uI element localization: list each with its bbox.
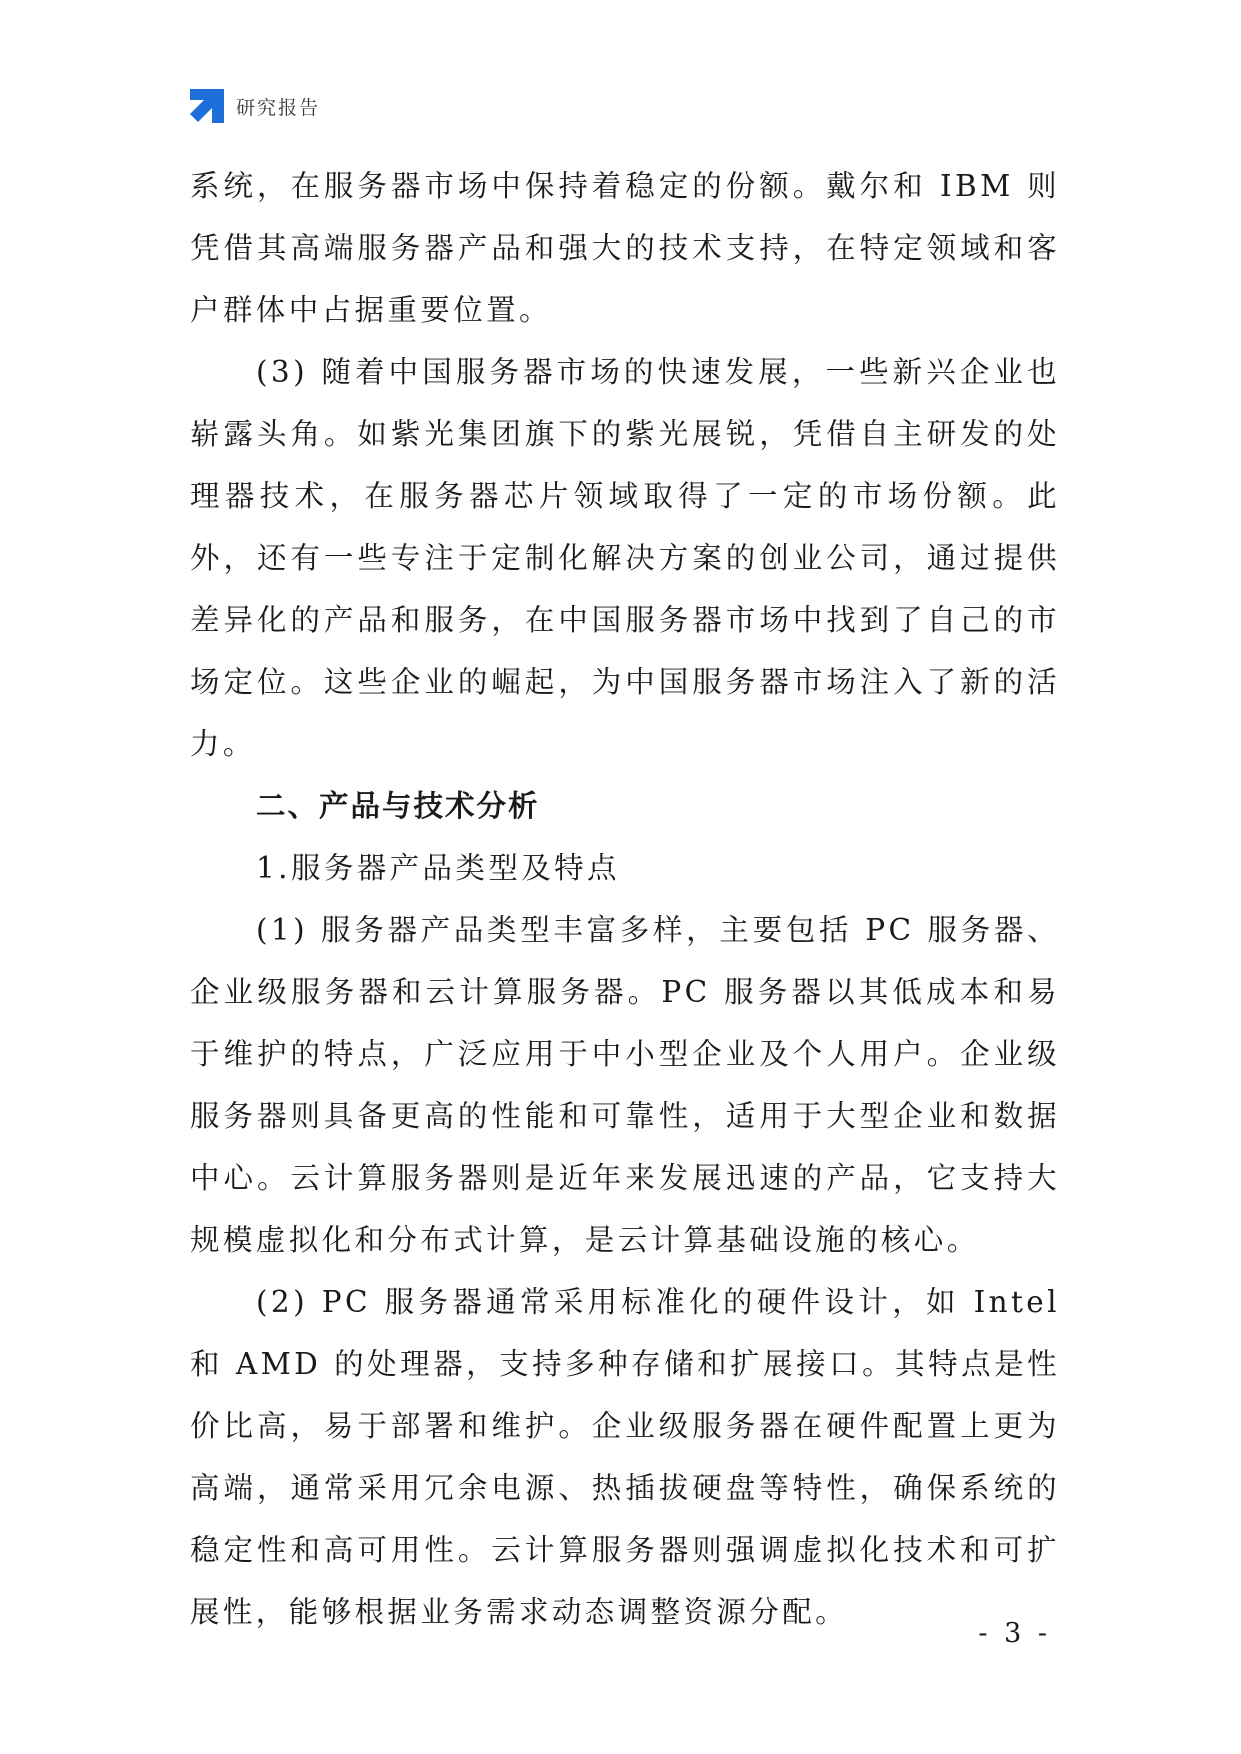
subsection-heading: 1.服务器产品类型及特点 xyxy=(256,851,620,885)
header-title: 研究报告 xyxy=(236,96,321,119)
document-body xyxy=(190,155,1060,1643)
paragraph-continuation: 系统，在服务器市场中保持着稳定的份额。戴尔和 IBM 则凭借其高端服务器产品和强大的技术支持，在特定领域和客户群体中占据重要位置。 xyxy=(190,169,1060,327)
paragraph-point-3: (3) 随着中国服务器市场的快速发展，一些新兴企业也崭露头角。如紫光集团旗下的紫光展锐，凭借自主研发的处理器技术，在服务器芯片领域取得了一定的市场份额。此外，还有一些专注于定制化解决方案的创业公司，通过提供差异化的产品和服务，在中国服务器市场中找到了自己的市场定位。这些企业的崛起，为中国服务器市场注入了新的活力。 xyxy=(190,355,1060,761)
arrow-logo-icon xyxy=(190,89,224,123)
section-heading: 二、产品与技术分析 xyxy=(256,789,540,823)
paragraph-point-2: (2) PC 服务器通常采用标准化的硬件设计，如 Intel 和 AMD 的处理器，支持多种存储和扩展接口。其特点是性价比高，易于部署和维护。企业级服务器在硬件配置上更为高端，通常采用冗余电源、热插拔硬盘等特性，确保系统的稳定性和高可用性。云计算服务器则强调虚拟化技术和可扩展性，能够根据业务需求动态调整资源分配。 xyxy=(190,1285,1060,1629)
paragraph-point-1: (1) 服务器产品类型丰富多样，主要包括 PC 服务器、企业级服务器和云计算服务器。PC 服务器以其低成本和易于维护的特点，广泛应用于中小型企业及个人用户。企业级服务器则具备更高的性能和可靠性，适用于大型企业和数据中心。云计算服务器则是近年来发展迅速的产品，它支持大规模虚拟化和分布式计算，是云计算基础设施的核心。 xyxy=(190,913,1060,1257)
page-number: - 3 - xyxy=(978,1618,1051,1649)
page-header xyxy=(190,88,320,124)
